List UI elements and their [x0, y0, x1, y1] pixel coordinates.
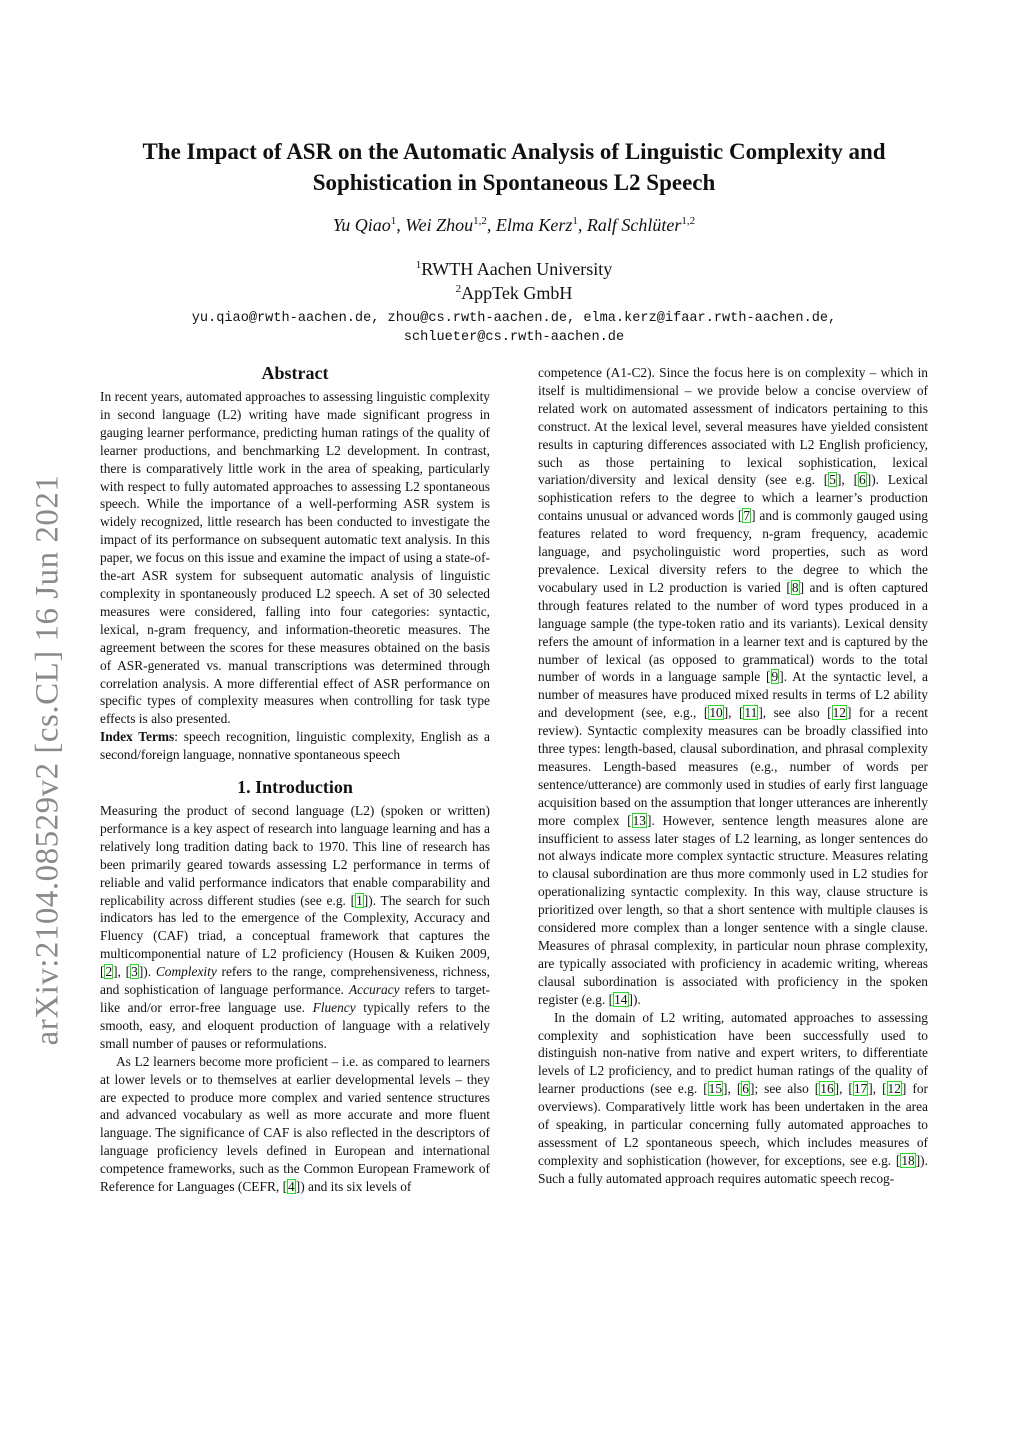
citation-link[interactable]: 6 — [742, 1081, 749, 1097]
arxiv-identifier — [18, 460, 78, 1060]
text-run: Measuring the product of second language (L2) (spoken or written) performance is a key aspect of research into language learning and has a relatively long tradition dating back to 1970. This line of research has been primarily geared towards assessing L2 performance in terms of reliable and valid performance indicators that enable comparability and replicability across different studies (see e.g. [ — [100, 803, 490, 908]
author-name: Yu Qiao — [332, 215, 391, 235]
text-run: ]). The search for such indicators has led to the emergence of the Complexity, Accuracy and Fluency (CAF) triad, a conceptual framework that captures the multicomponential nature of L2 proficiency (Housen & Kuiken 2009, [ — [100, 892, 490, 980]
text-run: ], [ — [834, 1081, 853, 1097]
citation-link[interactable]: 17 — [853, 1081, 868, 1097]
body-paragraph — [538, 364, 928, 1009]
citation-link[interactable]: 7 — [743, 508, 751, 524]
author-name: Wei Zhou — [405, 215, 474, 235]
affiliation-name: AppTek GmbH — [461, 283, 573, 303]
citation-link[interactable]: 8 — [791, 579, 799, 595]
text-run: ]). Such a fully automated approach requires automatic speech recog- — [538, 1152, 928, 1186]
affiliation-mark: 1 — [415, 259, 422, 271]
citation-link[interactable]: 9 — [771, 669, 779, 685]
citation-link[interactable]: 1 — [356, 892, 363, 908]
text-run: ]. However, sentence length measures alone are insufficient to assess later stages of L2 learning, as longer sentences do not always indicate more complex syntactic structure. Measures relating to clausal subordination are thus more commonly used in L2 studies for operationalizing syntactic complexity. In this way, clause structure is prioritized over length, so that a short sentence with multiple clauses is considered more complex than a longer sentence with a single clause. Measures of phrasal complexity, in particular noun phrase complexity, are typically associated with proficiency in academic writing, whereas clausal subordination is associated with proficiency in the spoken register (e.g. [ — [538, 812, 928, 1007]
text-run: ]) and its six levels of — [295, 1179, 412, 1195]
citation-link[interactable]: 16 — [820, 1081, 834, 1097]
text-run: ], [ — [113, 964, 131, 980]
citation-link[interactable]: 11 — [744, 705, 758, 721]
text-run: ], [ — [836, 472, 859, 488]
email-line: schlueter@cs.rwth-aachen.de — [403, 330, 625, 345]
right-column — [538, 364, 928, 1188]
author-affiliation-mark: 1,2 — [473, 215, 487, 227]
intro-paragraph — [100, 1053, 490, 1196]
text-run: ], see also [ — [758, 705, 832, 721]
text-run: ], [ — [723, 1081, 742, 1097]
citation-link[interactable]: 5 — [829, 472, 836, 488]
affiliation — [100, 283, 928, 304]
citation-link[interactable]: 18 — [901, 1152, 915, 1168]
text-run: In the domain of L2 writing, automated approaches to assessing complexity and sophistication have been successfully used to distinguish non-native from native and expert writers, to differentiate levels of L2 proficiency, and to predict human ratings of the quality of learner productions (see e.g. [ — [538, 1009, 928, 1097]
citation-link[interactable]: 10 — [709, 705, 723, 721]
introduction-heading: 1. Introduction — [237, 777, 353, 798]
affiliation-mark: 2 — [455, 283, 462, 295]
index-terms-text: : speech recognition, linguistic complexity, English as a second/foreign language, nonnative spontaneous speech — [100, 729, 490, 763]
index-terms-label: Index Terms — [100, 729, 175, 745]
text-run: refers to target-like and/or error-free language use. — [100, 982, 490, 1015]
intro-paragraph — [100, 802, 490, 1053]
citation-link[interactable]: 14 — [614, 991, 628, 1007]
abstract-heading: Abstract — [261, 363, 329, 383]
emphasis: Fluency — [312, 1000, 356, 1015]
abstract-text: In recent years, automated approaches to assessing linguistic complexity in second language (L2) writing have made significant progress in gauging learner performance, predicting human ratings of the quality of learner productions, and benchmarking L2 development. In contrast, there is comparatively little work in the area of speaking, particularly with respect to fully automated approaches to assessing L2 spontaneous speech. While the importance of a well-performing ASR system is widely recognized, little research has been conducted to investigate the impact of its performance on subsequent automatic text analysis. In this paper, we focus on this issue and examine the impact of using a state-of-the-art ASR system for subsequent automatic analysis of linguistic complexity in spontaneously produced L2 speech. A set of 30 selected measures were considered, falling into four categories: syntactic, lexical, n-gram frequency, and information-theoretic measures. The agreement between the scores for these measures obtained on the basis of ASR-generated vs. manual transcriptions was determined through correlation analysis. A more differential effect of ASR performance on specific types of complexity measures when controlling for task type effects is also presented. — [100, 389, 490, 727]
text-run: refers to the range, comprehensiveness, richness, and sophistication of language performance. — [100, 964, 490, 998]
emphasis: Complexity — [155, 964, 217, 980]
citation-link[interactable]: 2 — [105, 964, 113, 980]
citation-link[interactable]: 3 — [131, 964, 138, 980]
text-run: ], [ — [723, 705, 744, 721]
body-paragraph — [538, 1009, 928, 1188]
text-run: ]; see also [ — [750, 1081, 820, 1097]
text-run: typically refers to the smooth, easy, and eloquent production of language with a relatively small number of pauses or reformulations. — [100, 1000, 490, 1051]
affiliation — [100, 259, 928, 280]
left-column — [100, 362, 490, 1196]
citation-link[interactable]: 12 — [832, 705, 846, 721]
author-affiliation-mark: 1 — [572, 215, 578, 227]
author-name: Ralf Schlüter — [586, 215, 682, 235]
text-run: ] for overviews). Comparatively little work has been undertaken in the area of speaking, in particular concerning fully automated approaches to assessment of L2 spontaneous speech, which includes measures of complexity and sophistication (however, for exceptions, see e.g. [ — [538, 1081, 928, 1168]
email-line: yu.qiao@rwth-aachen.de, zhou@cs.rwth-aachen.de, elma.kerz@ifaar.rwth-aachen.de, — [191, 311, 837, 326]
author-list: Yu Qiao$^1$, Wei Zhou$^{1,2}$, Elma Kerz$^1$, Ralf Schlüter$^{1,2}$ — [332, 215, 696, 235]
citation-link[interactable]: 6 — [859, 472, 866, 488]
author-affiliation-mark: 1,2 — [681, 215, 696, 227]
text-run: ]). — [628, 991, 641, 1007]
citation-link[interactable]: 4 — [288, 1179, 295, 1195]
text-run: ] and is often captured through features related to the number of word types produced in a language sample (the type-token ratio and its variants). Lexical density refers the amount of information in a learner text and is captured by the number of lexical (as opposed to grammatical) words to the total number of words in a language sample [ — [538, 579, 928, 685]
text-run: competence (A1-C2). Since the focus here is on complexity – which in itself is multidimensional – we provide below a concise overview of related work on automated assessment of indicators pertaining to this construct. At the lexical level, several measures have yielded consistent results in capturing differences associated with L2 English proficiency, such as those pertaining to lexical sophistication, lexical variation/diversity and lexical density (see e.g. [ — [538, 365, 928, 488]
affiliation-name: RWTH Aachen University — [421, 259, 613, 279]
text-run: ] and is commonly gauged using features related to word frequency, n-gram frequency, academic language, and psycholinguistic word properties, such as word prevalence. Lexical diversity refers to the degree to which the vocabulary used in L2 production is varied [ — [538, 508, 928, 595]
text-run: ]. At the syntactic level, a number of measures have produced mixed results in terms of L2 ability and development (see, e.g., [ — [538, 669, 928, 721]
text-run: ], [ — [868, 1081, 887, 1097]
text-run: ]). — [138, 964, 156, 980]
author-name: Elma Kerz — [495, 215, 573, 235]
paper-title: The Impact of ASR on the Automatic Analysis of Linguistic Complexity and Sophistication in Spontaneous L2 Speech — [142, 139, 886, 195]
arxiv-identifier-text: arXiv:2104.08529v2 [cs.CL] 16 Jun 2021 — [29, 474, 66, 1046]
citation-link[interactable]: 12 — [887, 1081, 901, 1097]
text-run: ] for a recent review). Syntactic complexity measures can be broadly classified into three types: length-based, clausal subordination, and phrasal complexity measures. Length-based measures (e.g., number of words per sentence/utterance) are commonly used in studies of early first language acquisition based on the assumption that longer utterances are inherently more complex [ — [538, 705, 929, 828]
index-terms — [100, 728, 490, 764]
emphasis: Accuracy — [348, 982, 400, 998]
text-run: As L2 learners become more proficient – i.e. as compared to learners at lower levels or to themselves at earlier developmental levels – they are expected to produce more complex and varied sentence structures and advanced vocabulary as well as more accurate and more fluent language. The significance of CAF is also reflected in the descriptors of language proficiency levels defined in European and international competence frameworks, such as the Common European Framework of Reference for Languages (CEFR, [ — [100, 1053, 490, 1195]
citation-link[interactable]: 15 — [708, 1081, 723, 1097]
text-run: ]). Lexical sophistication refers to the degree to which a learner’s production contains unusual or advanced words [ — [538, 472, 928, 524]
author-emails — [100, 309, 928, 347]
author-affiliation-mark: 1 — [390, 215, 397, 227]
citation-link[interactable]: 13 — [632, 812, 646, 828]
